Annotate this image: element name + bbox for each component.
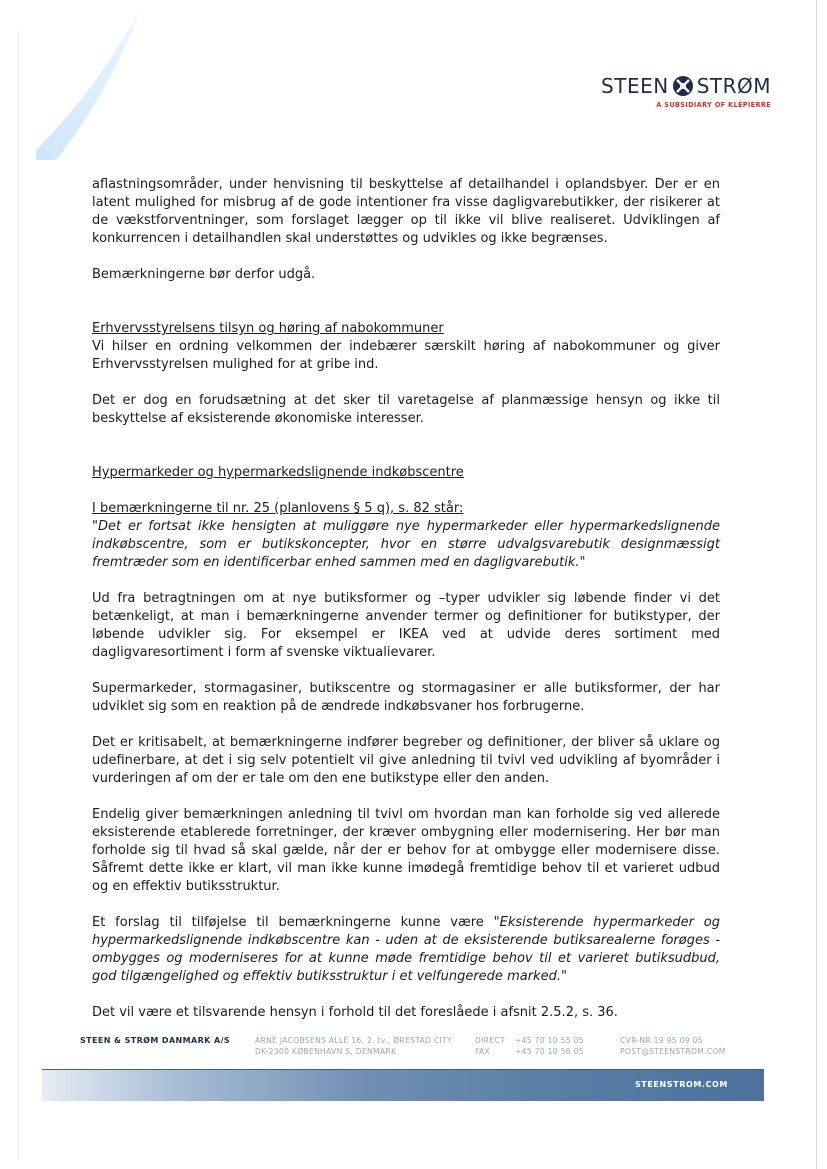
logo-mark-icon — [672, 75, 694, 97]
paragraph: Det er dog en forudsætning at det sker til varetagelse af planmæssige hensyn og ikke til beskyttelse af eksisterende økonomiske interesser. — [92, 393, 720, 426]
quoted-text: "Det er fortsat ikke hensigten at muliggøre nye hypermarkeder eller hypermarkedslignende indkøbscentre, som er butikskoncepter, hvor en større udvalgsvarebutik designmæssigt fremtræder som en identificerbar enhed sammen med en dagligvarebutik." — [92, 519, 720, 570]
paragraph: Endelig giver bemærkningen anledning til tvivl om hvordan man kan forholde sig ved allerede eksisterende etablerede forretninger, der kræver ombygning eller modernisering. Her bør man forholde sig til hvad så skal gælde, når der er behov for at ombygge eller modernisere disse. Såfremt dette ikke er klart, vil man ikke kunne imødegå fremtidige behov til et varieret udbud og en effektiv butiksstruktur. — [92, 807, 720, 894]
logo-wordmark — [601, 74, 771, 98]
paragraph: Det er kritisabelt, at bemærkningerne indfører begreber og definitioner, der bliver så uklare og udefinerbare, at det i sig selv potentielt vil give anledning til tvivl ved udvikling af byområder i vurderingen af om der er tale om den ene butikstype eller den anden. — [92, 735, 720, 786]
footer-address — [255, 1035, 452, 1057]
footer-address-line: ARNE JACOBSENS ALLÉ 16, 2. tv., ØRESTAD CITY — [255, 1036, 452, 1045]
section-heading: Erhvervsstyrelsens tilsyn og høring af nabokommuner — [92, 321, 444, 336]
footer-band — [42, 1069, 764, 1101]
footer-phone-block — [475, 1035, 584, 1057]
logo-word-left: STEEN — [601, 74, 669, 98]
direct-value: +45 70 10 55 05 — [515, 1036, 584, 1045]
paragraph: Supermarkeder, stormagasiner, butikscentre og stormagasiner er alle butiksformer, der har udviklet sig som en reaktion på de ændrede indkøbsvaner hos forbrugerne. — [92, 681, 720, 714]
subsection-heading: I bemærkningerne til nr. 25 (planlovens § 5 q), s. 82 står: — [92, 501, 464, 516]
paragraph-lead: Et forslag til tilføjelse til bemærkningerne kunne være — [92, 915, 494, 930]
quoted-text: "Eksisterende hypermarkeder og hypermarkedslignende indkøbscentre kan - uden at de eksisterende butiksarealerne forøges - ombygges og moderniseres for at kunne møde fremtidige behov til et varieret butiksudbud, god tilgængelighed og effektiv butiksstruktur i et velfungerede marked." — [92, 915, 720, 984]
paragraph: Ud fra betragtningen om at nye butiksformer og –typer udvikler sig løbende finder vi det betænkeligt, at man i bemærkningerne anvender termer og definitioner for butikstyper, der løbende udvikler sig. For eksempel er IKEA ved at udvide deres sortiment med dagligvaresortiment i form af svenske viktualievarer. — [92, 591, 720, 660]
footer-cvr: CVR-NR 19 95 09 05 — [620, 1036, 703, 1045]
paragraph: aflastningsområder, under henvisning til beskyttelse af detailhandel i oplandsbyer. Der er en latent mulighed for misbrug af de gode intentioner fra visse dagligvarebutikker, der risikerer at de vækstforventninger, som forslaget lægger op til ikke vil blive realiseret. Udviklingen af konkurrencen i detailhandlen skal understøttes og udvikles og ikke begrænses. — [92, 177, 720, 246]
footer-website: STEENSTROM.COM — [634, 1080, 728, 1089]
logo-word-right: STRØM — [696, 74, 771, 98]
footer-band-line — [42, 1069, 764, 1070]
footer-fax-line — [475, 1046, 584, 1057]
footer-email: POST@STEENSTROM.COM — [620, 1047, 726, 1056]
direct-label: DIRECT — [475, 1036, 505, 1045]
paragraph: Det vil være et tilsvarende hensyn i forhold til det foreslåede i afsnit 2.5.2, s. 36. — [92, 1005, 618, 1020]
footer-registration-block — [620, 1035, 726, 1057]
fax-value: +45 70 10 56 05 — [515, 1047, 584, 1056]
scan-edge-left — [18, 30, 19, 1160]
letterhead-swoosh-graphic — [36, 0, 146, 160]
fax-label: FAX — [475, 1047, 490, 1056]
paragraph: Vi hilser en ordning velkommen der indebærer særskilt høring af nabokommuner og giver Erhvervsstyrelsen mulighed for at gribe ind. — [92, 339, 720, 372]
section-heading: Hypermarkeder og hypermarkedslignende indkøbscentre — [92, 465, 464, 480]
paragraph: Bemærkningerne bør derfor udgå. — [92, 267, 316, 282]
footer-direct-line — [475, 1035, 584, 1046]
paragraph-with-quote — [92, 914, 720, 986]
logo-tagline: A SUBSIDIARY OF KLÉPIERRE — [656, 101, 771, 109]
company-logo — [601, 74, 771, 109]
letter-body — [92, 176, 720, 1022]
scan-edge-right — [816, 0, 817, 1169]
footer-address-line: DK-2300 KØBENHAVN S, DENMARK — [255, 1047, 397, 1056]
footer-company-name: STEEN & STRØM DANMARK A/S — [80, 1036, 231, 1045]
